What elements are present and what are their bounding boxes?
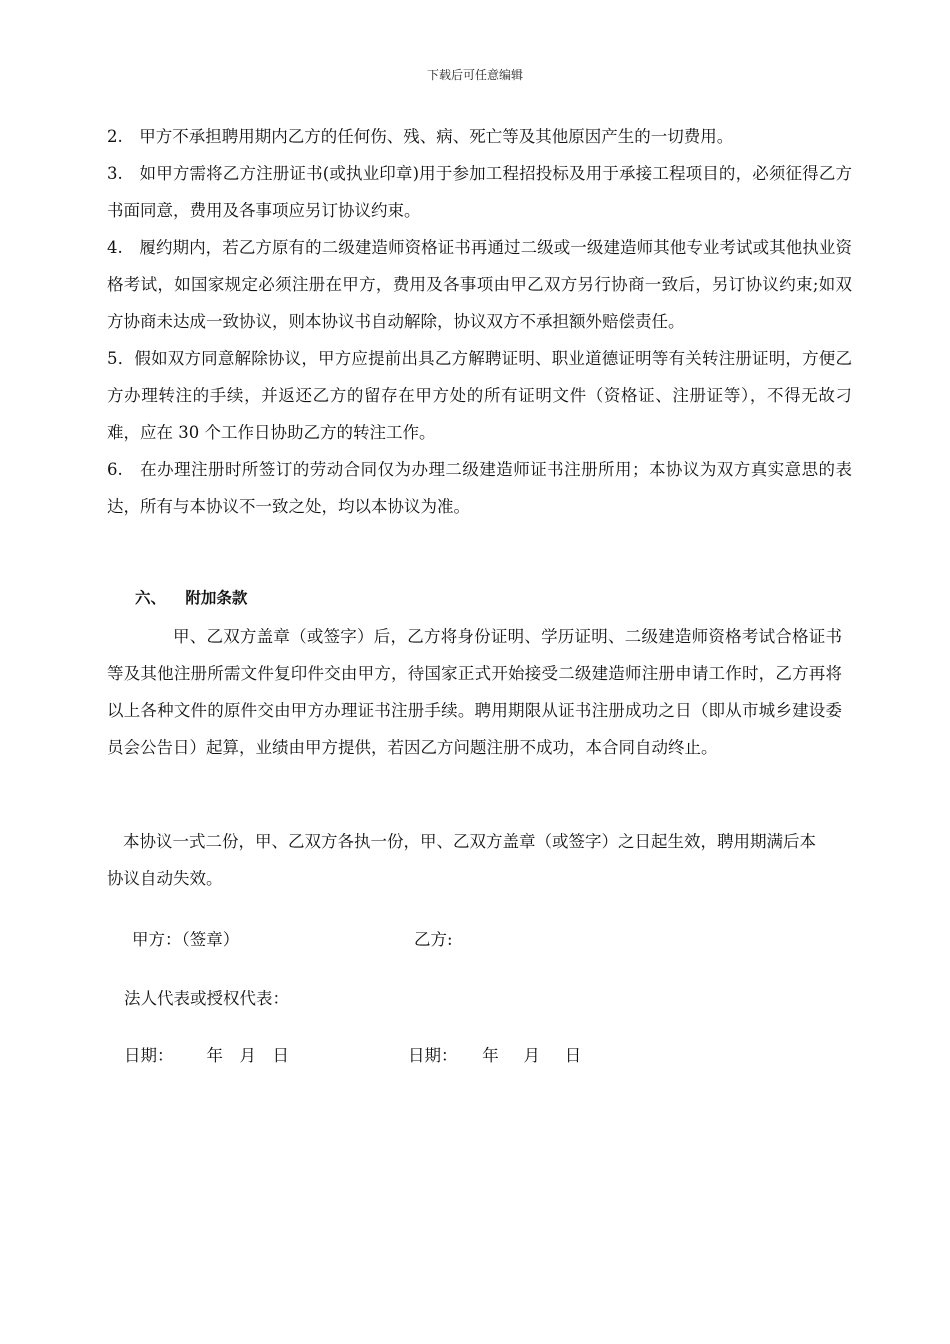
closing-paragraph: 本协议一式二份，甲、乙双方各执一份，甲、乙双方盖章（或签字）之日起生效，聘用期满后本协议自动失效。 [107,832,816,888]
additional-terms-paragraph: 甲、乙双方盖章（或签字）后，乙方将身份证明、学历证明、二级建造师资格考试合格证书等及其他注册所需文件复印件交由甲方，待国家正式开始接受二级建造师注册申请工作时，乙方再将以上各种文件的原件交由甲方办理证书注册手续。聘用期限从证书注册成功之日（即从市城乡建设委员会公告日）起算，业绩由甲方提供，若因乙方问题注册不成功，本合同自动终止。 [107,627,842,757]
clause-5: 5．假如双方同意解除协议，甲方应提前出具乙方解聘证明、职业道德证明等有关转注册证明，方便乙方办理转注的手续，并返还乙方的留存在甲方处的所有证明文件（资格证、注册证等），不得无故刁难，应在 30 个工作日协助乙方的转注工作。 [107,349,852,442]
clause-2: 2. 甲方不承担聘用期内乙方的任何伤、残、病、死亡等及其他原因产生的一切费用。 [107,127,734,146]
page-header: 下载后可任意编辑 [426,68,523,82]
section-title: 附加条款 [185,589,248,607]
party-a-date-label: 日期： 年 月 日 [124,1046,289,1065]
clause-list [107,118,852,525]
clause-4: 4. 履约期内，若乙方原有的二级建造师资格证书再通过二级或一级建造师其他专业考试或其他执业资格考试，如国家规定必须注册在甲方，费用及各事项由甲乙双方另行协商一致后，另订协议约束;如双方协商未达成一致协议，则本协议书自动解除，协议双方不承担额外赔偿责任。 [107,238,852,331]
party-b-date-label: 日期： 年 月 日 [408,1046,582,1065]
section-number: 六、 [135,589,167,607]
legal-representative-label: 法人代表或授权代表： [124,989,289,1008]
clause-3: 3. 如甲方需将乙方注册证书(或执业印章)用于参加工程招投标及用于承接工程项目的，必须征得乙方书面同意，费用及各事项应另订协议约束。 [107,164,852,220]
clause-6: 6. 在办理注册时所签订的劳动合同仅为办理二级建造师证书注册所用；本协议为双方真实意思的表达，所有与本协议不一致之处，均以本协议为准。 [107,460,852,516]
party-b-signature-label: 乙方: [414,930,453,949]
party-a-signature-label: 甲方：（签章） [132,930,240,949]
section-heading [135,586,247,608]
